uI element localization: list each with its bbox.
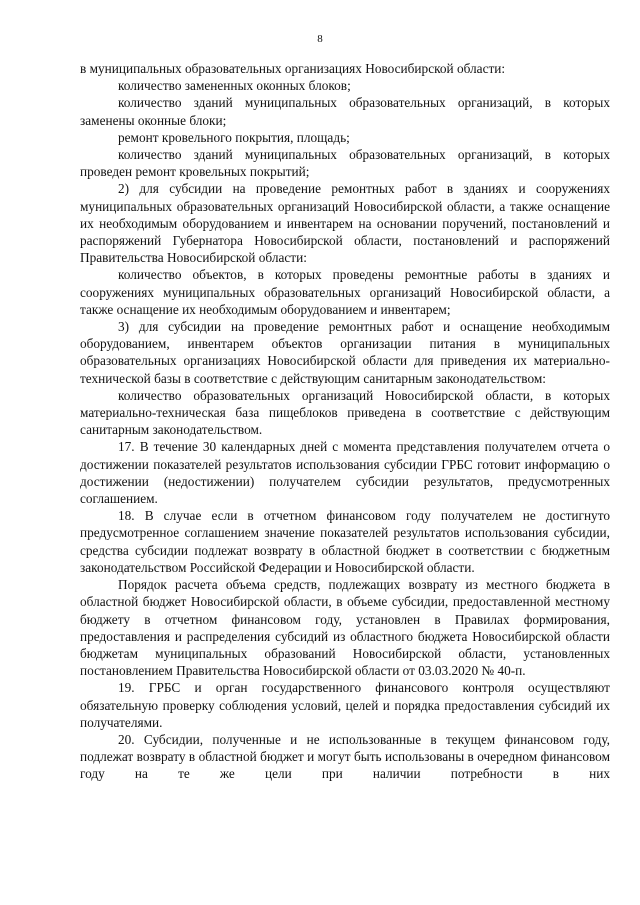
paragraph: 18. В случае если в отчетном финансовом году получателем не достигнуто предусмотренное соглашением значение показателей результатов использования субсидии, средства субсидии подлежат возврату в областной бюджет в соответствии с бюджетным законодательством Российской Федерации и Новосибирской области. [80,508,610,575]
paragraph: количество объектов, в которых проведены ремонтные работы в зданиях и сооружениях муниципальных образовательных организаций Новосибирской области, а также оснащение их необходимым оборудованием и инвентарем; [80,267,610,317]
paragraph: 20. Субсидии, полученные и не использованные в текущем финансовом году, подлежат возврату в областной бюджет и могут быть использованы в очередном финансовом году на те же цели при наличии потребности в них [80,731,610,782]
paragraph: ремонт кровельного покрытия, площадь; [118,129,350,145]
paragraph: количество зданий муниципальных образовательных организаций, в которых проведен ремонт кровельных покрытий; [80,147,610,180]
paragraph: 2) для субсидии на проведение ремонтных работ в зданиях и сооружениях муниципальных образовательных организаций Новосибирской области, а также оснащение их необходимым оборудованием и инвентарем на основании поручений, постановлений и распоряжений Губернатора Новосибирской области, постановлений и распоряжений Правительства Новосибирской области: [80,181,610,266]
paragraph: Порядок расчета объема средств, подлежащих возврату из местного бюджета в областной бюджет Новосибирской области, в объеме субсидии, предоставленной местному бюджету в отчетном финансовом году, установлен в Правилах формирования, предоставления и распределения субсидий из областного бюджета Новосибирской области бюджетам муниципальных образований Новосибирской области, установленных постановлением Правительства Новосибирской области от 03.03.2020 № 40-п. [80,577,610,679]
paragraph: 19. ГРБС и орган государственного финансового контроля осуществляют обязательную проверку соблюдения условий, целей и порядка предоставления субсидий их получателями. [80,680,610,730]
document-body [80,60,610,783]
page-number: 8 [317,33,323,45]
paragraph: 3) для субсидии на проведение ремонтных работ и оснащение необходимым оборудованием, инвентарем объектов организации питания в муниципальных образовательных организациях Новосибирской области для приведения их материально-технической базы в соответствие с действующим санитарным законодательством: [80,319,610,386]
paragraph: 17. В течение 30 календарных дней с момента представления получателем отчета о достижении показателей результатов использования субсидии ГРБС готовит информацию о достижении (недостижении) получателем субсидии результатов, предусмотренных соглашением. [80,439,610,507]
paragraph: количество зданий муниципальных образовательных организаций, в которых заменены оконные блоки; [80,95,610,128]
paragraph: количество замененных оконных блоков; [118,78,351,94]
paragraph: количество образовательных организаций Новосибирской области, в которых материально-техническая база пищеблоков приведена в соответствие с действующим санитарным законодательством. [80,387,610,438]
paragraph: в муниципальных образовательных организациях Новосибирской области: [80,61,506,76]
